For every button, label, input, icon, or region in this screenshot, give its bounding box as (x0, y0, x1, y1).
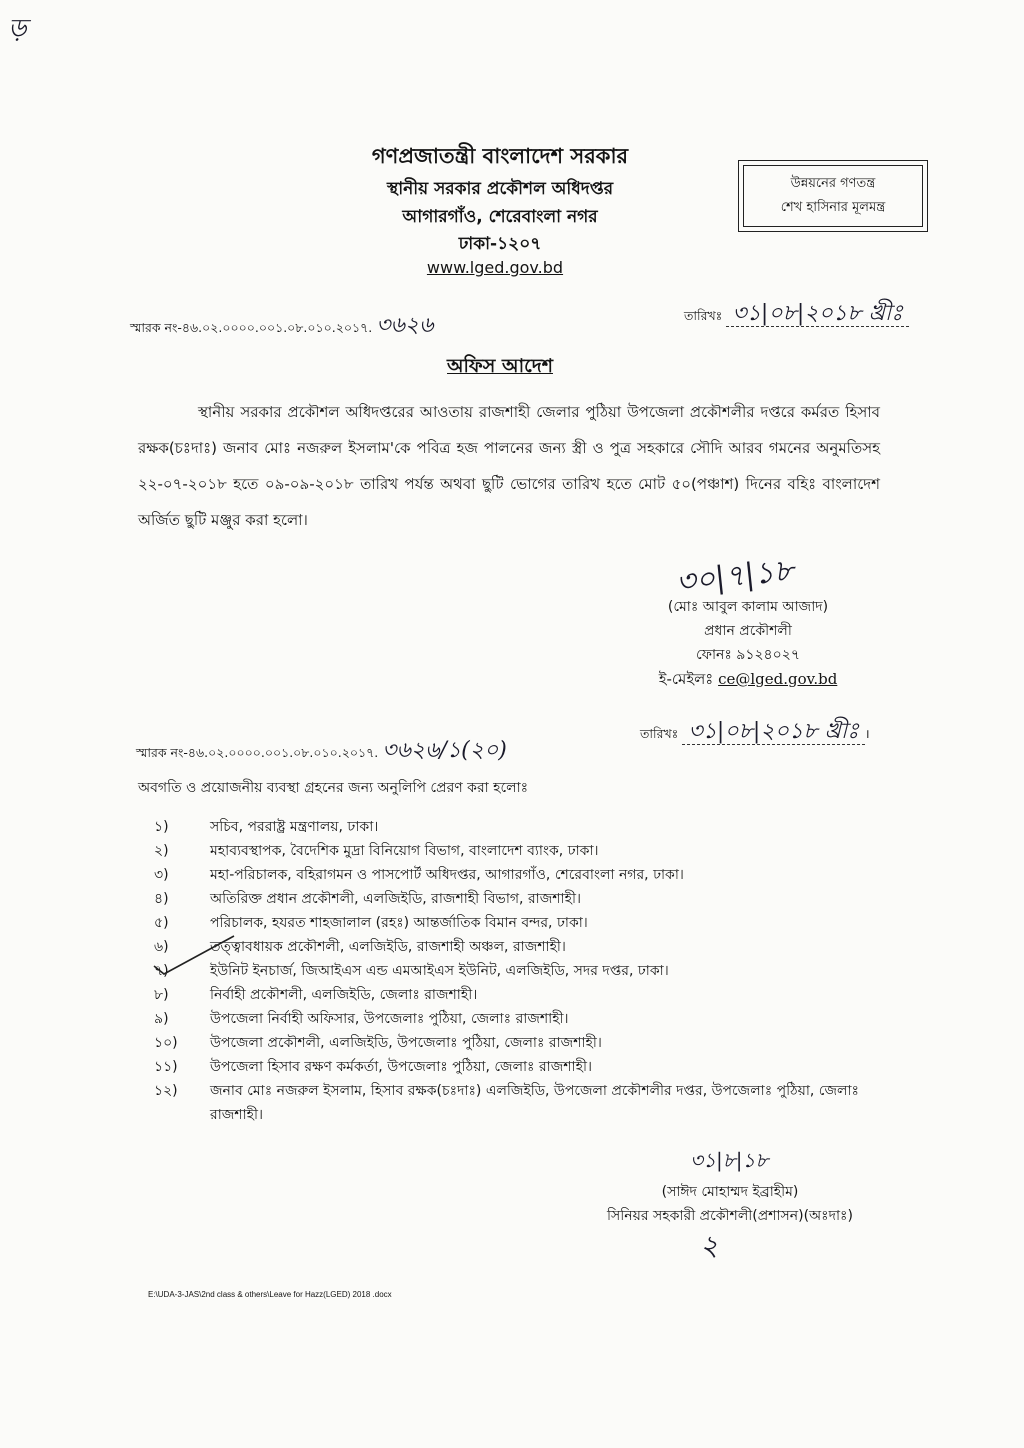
memo-2-date (640, 714, 870, 751)
list-item (150, 959, 870, 983)
memo-reference-handwritten: ৩৬২৬ (376, 313, 434, 338)
memo-reference-number: স্মারক নং-৪৬.০২.০০০০.০০১.০৮.০১০.২০১৭. (130, 320, 373, 335)
list-item (150, 935, 870, 959)
handwritten-initial: ২ (700, 1229, 719, 1262)
list-number: ১০) (154, 1035, 178, 1051)
list-item (150, 1079, 870, 1127)
list-number: ৫) (154, 915, 169, 931)
list-item (150, 815, 870, 839)
date-2-end: । (864, 726, 870, 741)
page-number-mark: ড় (8, 14, 27, 44)
date-2-handwritten: ৩১|০৮|২০১৮ খ্রীঃ (682, 719, 865, 745)
list-number: ৭) (154, 963, 169, 979)
list-text: সচিব, পররাষ্ট্র মন্ত্রণালয়, ঢাকা। (210, 819, 379, 835)
list-text: উপজেলা নির্বাহী অফিসার, উপজেলাঃ পুঠিয়া, জেলাঃ রাজশাহী। (210, 1011, 569, 1027)
list-item (150, 1007, 870, 1031)
signature-senior-assistant-engineer: ৩১|৮|১৮ (690, 1148, 769, 1172)
list-text: জনাব মোঃ নজরুল ইসলাম, হিসাব রক্ষক(চঃদাঃ) এলজিইডি, উপজেলা প্রকৌশলীর দপ্তর, উপজেলাঃ পুঠিয়া, জেলাঃ রাজশাহী। (210, 1083, 859, 1123)
signatory-1-block (638, 595, 858, 691)
signatory-1-email (638, 667, 858, 691)
list-text: অতিরিক্ত প্রধান প্রকৌশলী, এলজিইডি, রাজশাহী বিভাগ, রাজশাহী। (210, 891, 581, 907)
signatory-1-phone: ফোনঃ ৯১২৪০২৭ (696, 647, 800, 663)
signatory-2-title: সিনিয়র সহকারী প্রকৌশলী(প্রশাসন)(অঃদাঃ) (607, 1208, 853, 1224)
list-text: ইউনিট ইনচার্জ, জিআইএস এন্ড এমআইএস ইউনিট, এলজিইডি, সদর দপ্তর, ঢাকা। (210, 963, 669, 979)
signatory-2-name: (সাঈদ মোহাম্মদ ইব্রাহীম) (661, 1184, 799, 1200)
list-number: ৯) (154, 1011, 169, 1027)
department-name: স্থানীয় সরকার প্রকৌশল অধিদপ্তর (386, 179, 614, 199)
list-number: ৬) (154, 939, 169, 955)
list-item (150, 863, 870, 887)
list-text: মহা-পরিচালক, বহিরাগমন ও পাসপোর্ট অধিদপ্তর, আগারগাঁও, শেরেবাংলা নগর, ঢাকা। (210, 867, 684, 883)
cc-list (150, 815, 870, 1127)
signature-chief-engineer: ৩০|৭|১৮ (674, 552, 796, 601)
list-text: মহাব্যবস্থাপক, বৈদেশিক মুদ্রা বিনিয়োগ বিভাগ, বাংলাদেশ ব্যাংক, ঢাকা। (210, 843, 599, 859)
list-text: নির্বাহী প্রকৌশলী, এলজিইডি, জেলাঃ রাজশাহী। (210, 987, 478, 1003)
date-label: তারিখঃ (684, 308, 723, 323)
cc-intro: অবগতি ও প্রয়োজনীয় ব্যবস্থা গ্রহনের জন্য অনুলিপি প্রেরণ করা হলোঃ (138, 780, 529, 796)
order-body: স্থানীয় সরকার প্রকৌশল অধিদপ্তরের আওতায় রাজশাহী জেলার পুঠিয়া উপজেলা প্রকৌশলীর দপ্তরে কর্মরত হিসাব রক্ষক(চঃদাঃ) জনাব মোঃ নজরুল ইসলাম'কে পবিত্র হজ পালনের জন্য স্ত্রী ও পুত্র সহকারে সৌদি আরব গমনের অনুমতিসহ ২২-০৭-২০১৮ হতে ০৯-০৯-২০১৮ তারিখ পর্যন্ত অথবা ছুটি ভোগের তারিখ হতে মোট ৫০(পঞ্চাশ) দিনের বহিঃ বাংলাদেশ অর্জিত ছুটি মঞ্জুর করা হলো। (138, 403, 880, 529)
date-2-label: তারিখঃ (640, 726, 679, 741)
motto-line-1: উন্নয়নের গণতন্ত্র (790, 176, 876, 191)
email-link[interactable]: ce@lged.gov.bd (718, 670, 838, 688)
motto-box (738, 160, 928, 232)
govt-title: গণপ্রজাতন্ত্রী বাংলাদেশ সরকার (371, 144, 629, 168)
memo-date (684, 296, 909, 333)
list-number: ৪) (154, 891, 169, 907)
file-path: E:\UDA-3-JAS\2nd class & others\Leave for Hazz(LGED) 2018 .docx (148, 1290, 392, 1299)
list-number: ২) (154, 843, 169, 859)
motto-line-2: শেখ হাসিনার মূলমন্ত্র (780, 200, 886, 215)
memo-reference (130, 308, 433, 345)
list-number: ৮) (154, 987, 169, 1003)
list-item (150, 887, 870, 911)
list-item (150, 1055, 870, 1079)
list-number: ৩) (154, 867, 169, 883)
list-number: ১) (154, 819, 169, 835)
list-text: উপজেলা হিসাব রক্ষণ কর্মকর্তা, উপজেলাঃ পুঠিয়া, জেলাঃ রাজশাহী। (210, 1059, 592, 1075)
list-item (150, 911, 870, 935)
signatory-1-name: (মোঃ আবুল কালাম আজাদ) (667, 599, 829, 615)
email-label: ই-মেইলঃ (658, 670, 714, 688)
list-item (150, 839, 870, 863)
memo-2-reference-number: স্মারক নং-৪৬.০২.০০০০.০০১.০৮.০১০.২০১৭. (136, 745, 379, 760)
list-item (150, 983, 870, 1007)
tick-mark (150, 930, 240, 980)
signatory-1-title: প্রধান প্রকৌশলী (704, 623, 792, 639)
signatory-2-block (580, 1180, 880, 1228)
order-title: অফিস আদেশ (447, 355, 553, 377)
list-number: ১২) (154, 1083, 178, 1099)
memo-2-reference (136, 733, 507, 770)
list-text: উপজেলা প্রকৌশলী, এলজিইডি, উপজেলাঃ পুঠিয়া, জেলাঃ রাজশাহী। (210, 1035, 602, 1051)
address-line: আগারগাঁও, শেরেবাংলা নগর (402, 207, 598, 227)
memo-2-reference-handwritten: ৩৬২৬/১(২০) (382, 738, 507, 763)
list-number: ১১) (154, 1059, 178, 1075)
date-handwritten: ৩১|০৮|২০১৮ খ্রীঃ (726, 301, 909, 327)
list-text: পরিচালক, হযরত শাহজালাল (রহঃ) আন্তর্জাতিক বিমান বন্দর, ঢাকা। (210, 915, 588, 931)
list-text: তত্ত্বাবধায়ক প্রকৌশলী, এলজিইডি, রাজশাহী অঞ্চল, রাজশাহী। (210, 939, 566, 955)
list-item (150, 1031, 870, 1055)
website-link[interactable]: www.lged.gov.bd (426, 258, 564, 277)
city-line: ঢাকা-১২০৭ (458, 234, 542, 254)
